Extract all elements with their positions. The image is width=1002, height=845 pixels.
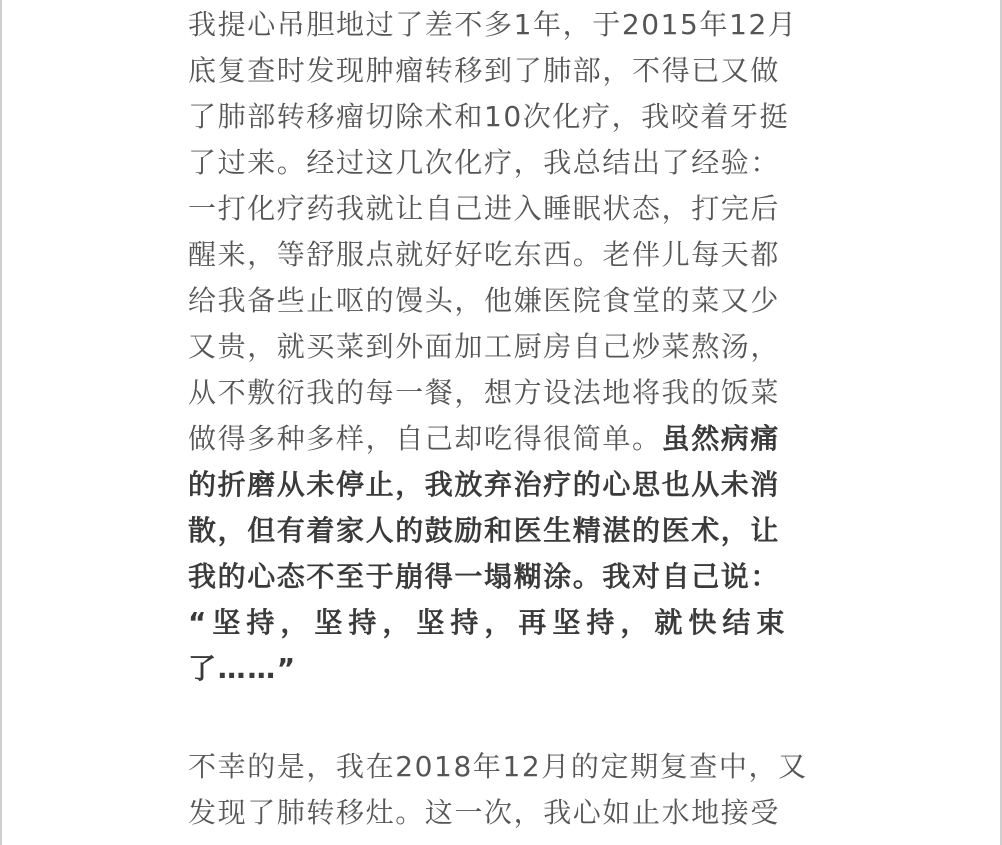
paragraph-1 xyxy=(188,2,818,692)
emphasis-line: 散，但有着家人的鼓励和医生精湛的医术，让 xyxy=(188,514,781,547)
emphasis-line: 我的心态不至于崩得一塌糊涂。我对自己说： xyxy=(188,560,781,593)
quote-line: “坚持，坚持，坚持，再坚持，就快结束 xyxy=(188,606,791,639)
paragraph-spacer xyxy=(188,692,818,744)
text-line: 从不敷衍我的每一餐，想方设法地将我的饭菜 xyxy=(188,376,781,409)
text-line: 醒来，等舒服点就好好吃东西。老伴儿每天都 xyxy=(188,238,781,271)
text-line: 一打化疗药我就让自己进入睡眠状态，打完后 xyxy=(188,192,781,225)
text-emphasis: 虽然病痛 xyxy=(661,422,781,455)
text-line: 不幸的是，我在2018年12月的定期复查中，又 xyxy=(188,750,808,783)
text-line: 了过来。经过这几次化疗，我总结出了经验： xyxy=(188,146,781,179)
text-line: 我提心吊胆地过了差不多1年，于2015年12月 xyxy=(188,8,798,41)
article-body xyxy=(188,2,818,836)
text-line: 了肺部转移瘤切除术和10次化疗，我咬着牙挺 xyxy=(188,100,790,133)
emphasis-line: 的折磨从未停止，我放弃治疗的心思也从未消 xyxy=(188,468,781,501)
text-line: 又贵，就买菜到外面加工厨房自己炒菜熬汤， xyxy=(188,330,781,363)
text-line: 底复查时发现肿瘤转移到了肺部，不得已又做 xyxy=(188,54,781,87)
text-line: 给我备些止呕的馒头，他嫌医院食堂的菜又少 xyxy=(188,284,781,317)
text-line: 发现了肺转移灶。这一次，我心如止水地接受 xyxy=(188,796,781,829)
paragraph-2 xyxy=(188,744,818,836)
text-normal: 做得多种多样，自己却吃得很简单。 xyxy=(188,422,662,455)
quote-line-end: 了……” xyxy=(188,652,297,685)
mixed-text-line xyxy=(188,416,818,462)
